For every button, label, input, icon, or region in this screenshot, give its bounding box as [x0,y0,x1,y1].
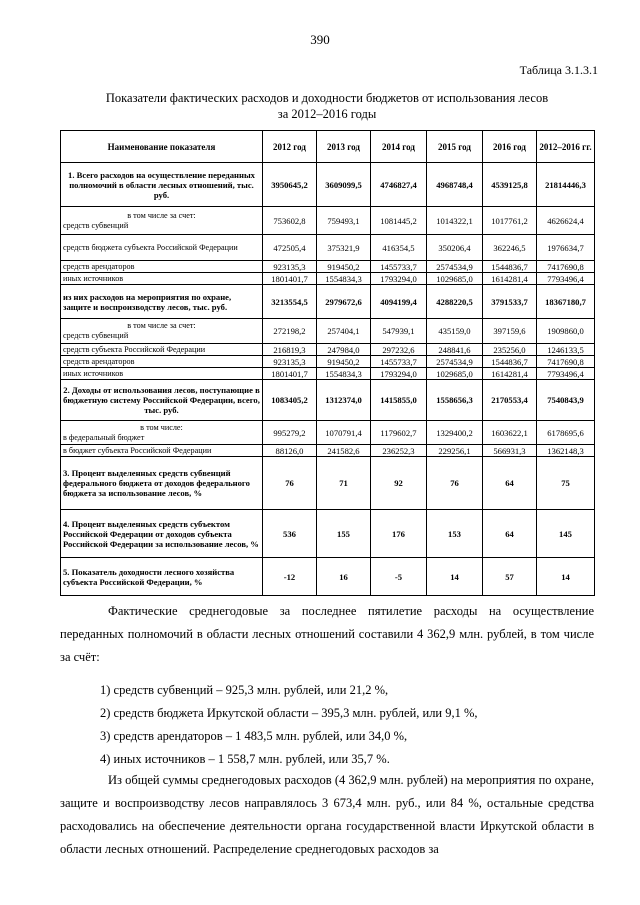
row-label-text: 1. Всего расходов на осуществление переданных полномочий в области лесных отношений, тыс. руб. [68,169,255,200]
row-label [61,344,263,356]
table-cell: 435159,0 [427,319,483,344]
table-cell: 1081445,2 [371,207,427,235]
table-cell: 4746827,4 [371,163,427,207]
table-cell: 536 [263,510,317,558]
table-cell: 57 [483,558,537,596]
list-item: 3) средств арендаторов – 1 483,5 млн. рублей, или 34,0 %, [100,729,408,743]
table-cell: 350206,4 [427,235,483,261]
table-cell: 753602,8 [263,207,317,235]
table-cell: 6178695,6 [537,421,595,445]
table-cell: 923135,3 [263,356,317,368]
row-label-prefix: в том числе: [140,422,183,432]
table-cell: 3213554,5 [263,285,317,319]
table-cell: 2574534,9 [427,356,483,368]
table-row [61,319,595,344]
table-cell: 18367180,7 [537,285,595,319]
row-label-text: средств субвенций [63,220,129,230]
paragraph-1-text: Фактические среднегодовые за последнее пятилетие расходы на осуществление переданных полномочий в области лесных отношений составили 4 362,9 млн. рублей, в том числе за счёт: [60,604,594,664]
table-cell: 14 [427,558,483,596]
table-cell: 1179602,7 [371,421,427,445]
table-cell: 1801401,7 [263,273,317,285]
table-cell: 3609099,5 [317,163,371,207]
table-cell: 375321,9 [317,235,371,261]
table-cell: 92 [371,457,427,510]
table-cell: 1029685,0 [427,368,483,380]
row-label-text: средств субъекта Российской Федерации [63,344,206,354]
row-label [61,207,263,235]
table-cell: 272198,2 [263,319,317,344]
paragraph-2 [60,769,594,861]
table-cell: 76 [263,457,317,510]
table-cell: 1558656,3 [427,380,483,421]
table-row [61,163,595,207]
table-cell: 4539125,8 [483,163,537,207]
table-row [61,273,595,285]
row-label-text: иных источников [63,273,124,283]
sources-list [100,679,594,771]
table-cell: 1544836,7 [483,261,537,273]
row-label [61,319,263,344]
table-cell: 362246,5 [483,235,537,261]
table-cell: 1329400,2 [427,421,483,445]
header-total: 2012–2016 гг. [537,131,595,163]
table-cell: 2979672,6 [317,285,371,319]
table-cell: 1455733,7 [371,261,427,273]
table-cell: 229256,1 [427,445,483,457]
table-cell: 759493,1 [317,207,371,235]
table-row [61,356,595,368]
table-cell: 16 [317,558,371,596]
row-label-text: 5. Показатель доходности лесного хозяйства субъекта Российской Федерации, % [63,566,235,587]
table-cell: 1014322,1 [427,207,483,235]
table-title-line1: Показатели фактических расходов и доходности бюджетов от использования лесов [105,91,549,105]
table-cell: 14 [537,558,595,596]
table-cell: 4288220,5 [427,285,483,319]
table-cell: 1801401,7 [263,368,317,380]
table-cell: 923135,3 [263,261,317,273]
table-cell: 75 [537,457,595,510]
table-cell: 64 [483,510,537,558]
table-cell: 1083405,2 [263,380,317,421]
table-cell: 1544836,7 [483,356,537,368]
table-cell: -12 [263,558,317,596]
list-item: 4) иных источников – 1 558,7 млн. рублей, или 35,7 %. [100,752,390,766]
table-row [61,235,595,261]
table-row [61,344,595,356]
row-label-text: из них расходов на мероприятия по охране, защите и воспроизводству лесов, тыс. руб. [63,291,232,312]
table-cell: 257404,1 [317,319,371,344]
table-cell: 3791533,7 [483,285,537,319]
row-label [61,510,263,558]
row-label [61,356,263,368]
table-cell: 416354,5 [371,235,427,261]
paragraph-2-text: Из общей суммы среднегодовых расходов (4 362,9 млн. рублей) на мероприятия по охране, защите и воспроизводству лесов направлялось 3 673,4 млн. руб., или 84 %, остальные средства расходовались на обеспечение деятельности органа государственной власти Иркутской области в области лесных отношений. Распределение среднегодовых расходов за [60,773,594,856]
row-label [61,261,263,273]
table-cell: 1312374,0 [317,380,371,421]
table-cell: 4094199,4 [371,285,427,319]
page-number: 390 [310,32,330,47]
row-label-text: средств арендаторов [63,356,135,366]
table-row [61,558,595,596]
table-cell: 155 [317,510,371,558]
table-header-row [61,131,595,163]
table-cell: 3950645,2 [263,163,317,207]
table-cell: 21814446,3 [537,163,595,207]
row-label-prefix: в том числе за счет: [127,321,196,330]
header-2014: 2014 год [371,131,427,163]
table-cell: 1029685,0 [427,273,483,285]
table-cell: 1415855,0 [371,380,427,421]
row-label [61,163,263,207]
row-label-prefix: в том числе за счет: [127,210,196,220]
row-label-text: 4. Процент выделенных средств субъектом Российской Федерации от доходов субъекта Российской Федерации за использование лесов, % [63,518,259,549]
table-cell: 1246133,5 [537,344,595,356]
header-name: Наименование показателя [61,131,263,163]
table-cell: 1070791,4 [317,421,371,445]
table-cell: 1603622,1 [483,421,537,445]
table-cell: 547939,1 [371,319,427,344]
table-cell: 236252,3 [371,445,427,457]
table-cell: 176 [371,510,427,558]
row-label [61,558,263,596]
table-cell: 1976634,7 [537,235,595,261]
table-cell: 566931,3 [483,445,537,457]
table-cell: 7793496,4 [537,273,595,285]
table-row [61,457,595,510]
table-cell: 241582,6 [317,445,371,457]
table-row [61,380,595,421]
paragraph-1 [60,600,594,669]
row-label-text: средств субвенций [63,331,129,340]
row-label [61,273,263,285]
table-cell: 1455733,7 [371,356,427,368]
table-cell: 71 [317,457,371,510]
table-title [60,90,594,122]
table-cell: 1793294,0 [371,273,427,285]
table-cell: 919450,2 [317,356,371,368]
row-label-text: в федеральный бюджет [63,432,145,442]
list-item: 2) средств бюджета Иркутской области – 395,3 млн. рублей, или 9,1 %, [100,706,478,720]
list-item: 1) средств субвенций – 925,3 млн. рублей, или 21,2 %, [100,683,389,697]
table-cell: 235256,0 [483,344,537,356]
table-row [61,285,595,319]
table-cell: 7417690,8 [537,261,595,273]
expenses-table [60,130,595,596]
row-label-text: в бюджет субъекта Российской Федерации [63,445,212,455]
table-cell: 1554834,3 [317,368,371,380]
table-row [61,510,595,558]
header-2013: 2013 год [317,131,371,163]
table-cell: 1909860,0 [537,319,595,344]
header-2012: 2012 год [263,131,317,163]
table-cell: 4626624,4 [537,207,595,235]
table-cell: 1362148,3 [537,445,595,457]
header-2016: 2016 год [483,131,537,163]
table-cell: 2574534,9 [427,261,483,273]
table-cell: 2170553,4 [483,380,537,421]
row-label [61,285,263,319]
table-cell: 397159,6 [483,319,537,344]
table-cell: 1614281,4 [483,273,537,285]
table-cell: 7540843,9 [537,380,595,421]
header-2015: 2015 год [427,131,483,163]
table-cell: 4968748,4 [427,163,483,207]
row-label-text: средств арендаторов [63,261,135,271]
table-title-line2: за 2012–2016 годы [277,107,377,121]
table-cell: 1554834,3 [317,273,371,285]
table-row [61,445,595,457]
row-label-text: 3. Процент выделенных средств субвенций федерального бюджета от доходов федерального бюджета за использование лесов, % [63,468,250,498]
row-label-text: 2. Доходы от использования лесов, поступающие в бюджетную систему Российской Федерации, всего, тыс. руб. [63,385,260,415]
table-cell: 76 [427,457,483,510]
table-cell: 7793496,4 [537,368,595,380]
table-cell: 248841,6 [427,344,483,356]
table-cell: 995279,2 [263,421,317,445]
table-cell: 1793294,0 [371,368,427,380]
table-cell: 145 [537,510,595,558]
table-cell: 153 [427,510,483,558]
table-cell: 88126,0 [263,445,317,457]
table-cell: -5 [371,558,427,596]
table-cell: 247984,0 [317,344,371,356]
row-label-text: средств бюджета субъекта Российской Федерации [63,242,238,252]
row-label [61,457,263,510]
table-row [61,421,595,445]
row-label-text: иных источников [63,368,124,378]
table-label: Таблица 3.1.3.1 [519,63,598,77]
table-cell: 7417690,8 [537,356,595,368]
table-cell: 919450,2 [317,261,371,273]
row-label [61,380,263,421]
table-cell: 297232,6 [371,344,427,356]
table-cell: 472505,4 [263,235,317,261]
table-row [61,368,595,380]
row-label [61,421,263,445]
row-label [61,235,263,261]
row-label [61,368,263,380]
table-cell: 1614281,4 [483,368,537,380]
table-row [61,207,595,235]
table-cell: 64 [483,457,537,510]
table-cell: 1017761,2 [483,207,537,235]
table-row [61,261,595,273]
table-cell: 216819,3 [263,344,317,356]
row-label [61,445,263,457]
